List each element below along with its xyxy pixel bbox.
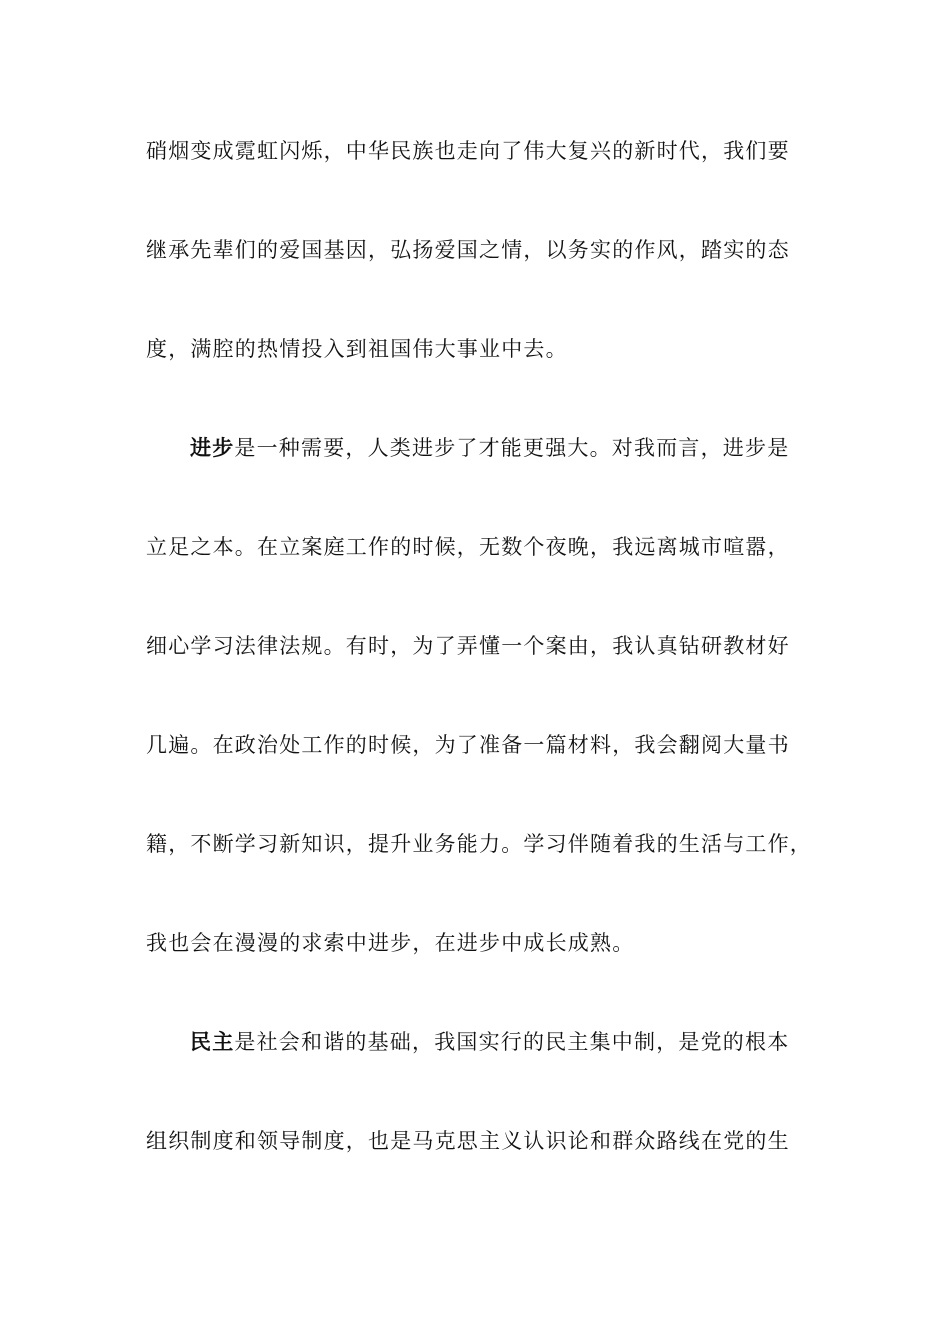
paragraph-2-line-3: 细心学习法律法规。有时，为了弄懂一个案由，我认真钻研教材好 [146,634,790,658]
paragraph-1-line-2: 继承先辈们的爱国基因，弘扬爱国之情，以务实的作风，踏实的态 [146,238,790,262]
paragraph-3-line-1 [190,1027,850,1057]
paragraph-2-line-4: 几遍。在政治处工作的时候，为了准备一篇材料，我会翻阅大量书 [146,733,790,757]
paragraph-1-line-1: 硝烟变成霓虹闪烁，中华民族也走向了伟大复兴的新时代，我们要 [146,139,790,163]
paragraph-2-line-5: 籍，不断学习新知识，提升业务能力。学习伴随着我的生活与工作， [146,832,812,856]
paragraph-2-line-1 [190,433,850,463]
paragraph-3-line-1-text: 是社会和谐的基础，我国实行的民主集中制，是党的根本 [234,1030,790,1054]
paragraph-2-line-6: 我也会在漫漫的求索中进步，在进步中成长成熟。 [146,931,635,955]
paragraph-2-keyword: 进步 [190,436,235,460]
paragraph-1-line-3: 度，满腔的热情投入到祖国伟大事业中去。 [146,337,568,361]
paragraph-2-line-2: 立足之本。在立案庭工作的时候，无数个夜晚，我远离城市喧嚣， [146,535,790,559]
paragraph-3-line-2: 组织制度和领导制度，也是马克思主义认识论和群众路线在党的生 [146,1129,790,1153]
paragraph-2-line-1-text: 是一种需要，人类进步了才能更强大。对我而言，进步是 [234,436,790,460]
paragraph-3-keyword: 民主 [190,1030,235,1054]
